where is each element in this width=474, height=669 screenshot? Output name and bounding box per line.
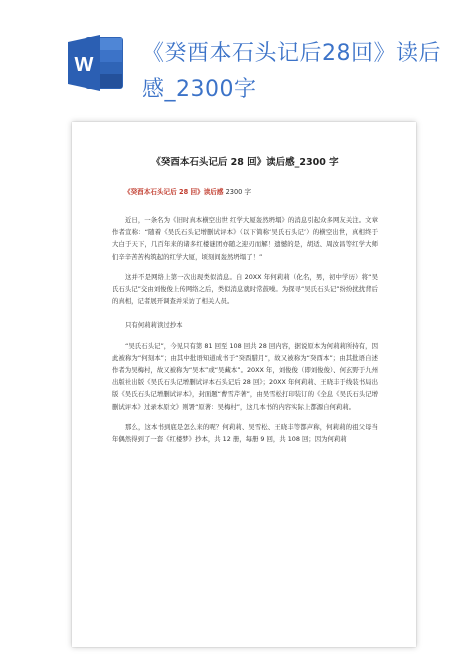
document-body <box>112 154 378 453</box>
paper-title: 《癸酉本石头记后 28 回》读后感_2300 字 <box>151 157 339 168</box>
document-page-preview <box>72 122 416 647</box>
paper-subtitle <box>112 186 378 196</box>
document-title: 《癸酉本石头记后28回》读后感_2300字 <box>142 41 441 102</box>
paragraph-1: 近日，一条名为《旧时真本横空出世 红学大厦轰然坍塌》的消息引起众多网友关注。文章作者宣称：“随着《吴氏石头记增删试评本》（以下简称‘吴氏石头记’）的横空出世，真相终于大白于天下，几百年来的诸多红楼谜团亦随之迎刃而解！遗憾的是，胡适、周汝昌等红学大师们辛辛苦苦构筑起的红学大厦，顷刻间轰然坍塌了！” <box>112 216 378 261</box>
paragraph-3: “吴氏石头记”，今见只有第 81 回至 108 回共 28 回内容，据说原本为何莉莉所持有，因此被称为“何刻本”；由其中批语知道成书于“癸酉腊月”，故又被称为“癸酉本”；由其批语自述作者为吴梅村，故又被称为“吴本”或“吴藏本”。20XX 年，刘俊俊（即刘俊俊）、何玄野于九州出版社出版《吴氏石头记增删试评本石头记后 28 回》；20XX 年何莉莉、王晓丰于线装书局出版《吴氏石头记增删试评本》，封面题“曹雪芹著”，由吴雪松打印装订的《全息《吴氏石头记增删试评本》过录本原文》则署“原著：吴梅村”，这几本书的内容实际上都源自何莉莉。 <box>112 341 378 411</box>
document-preview-header <box>0 0 474 110</box>
subtitle-highlight: 《癸酉本石头记后 28 回》读后感 <box>124 188 224 196</box>
paragraph-2: 这并不是网络上第一次出现类似消息。自 20XX 年何莉莉（化名，男，初中学历）将“吴氏石头记”交由刘俊俊上传网络之后，类似消息就时常鼓噪。为探寻“吴氏石头记”纷纷扰扰背后的真相，记者展开调查并采访了相关人员。 <box>112 272 378 306</box>
word-icon <box>66 30 124 96</box>
word-icon-letter: W <box>74 54 94 76</box>
paragraph-4: 那么，这本书到底是怎么来的呢？何莉莉、吴雪松、王晓丰等都声称，何莉莉的祖父母当年偶然得到了一套《红楼梦》抄本，共 12 册，每册 9 回，共 108 回；因为何莉莉 <box>112 422 378 444</box>
section-heading: 只有何莉莉读过抄本 <box>125 321 183 330</box>
subtitle-word-count: 2300 字 <box>223 188 252 196</box>
